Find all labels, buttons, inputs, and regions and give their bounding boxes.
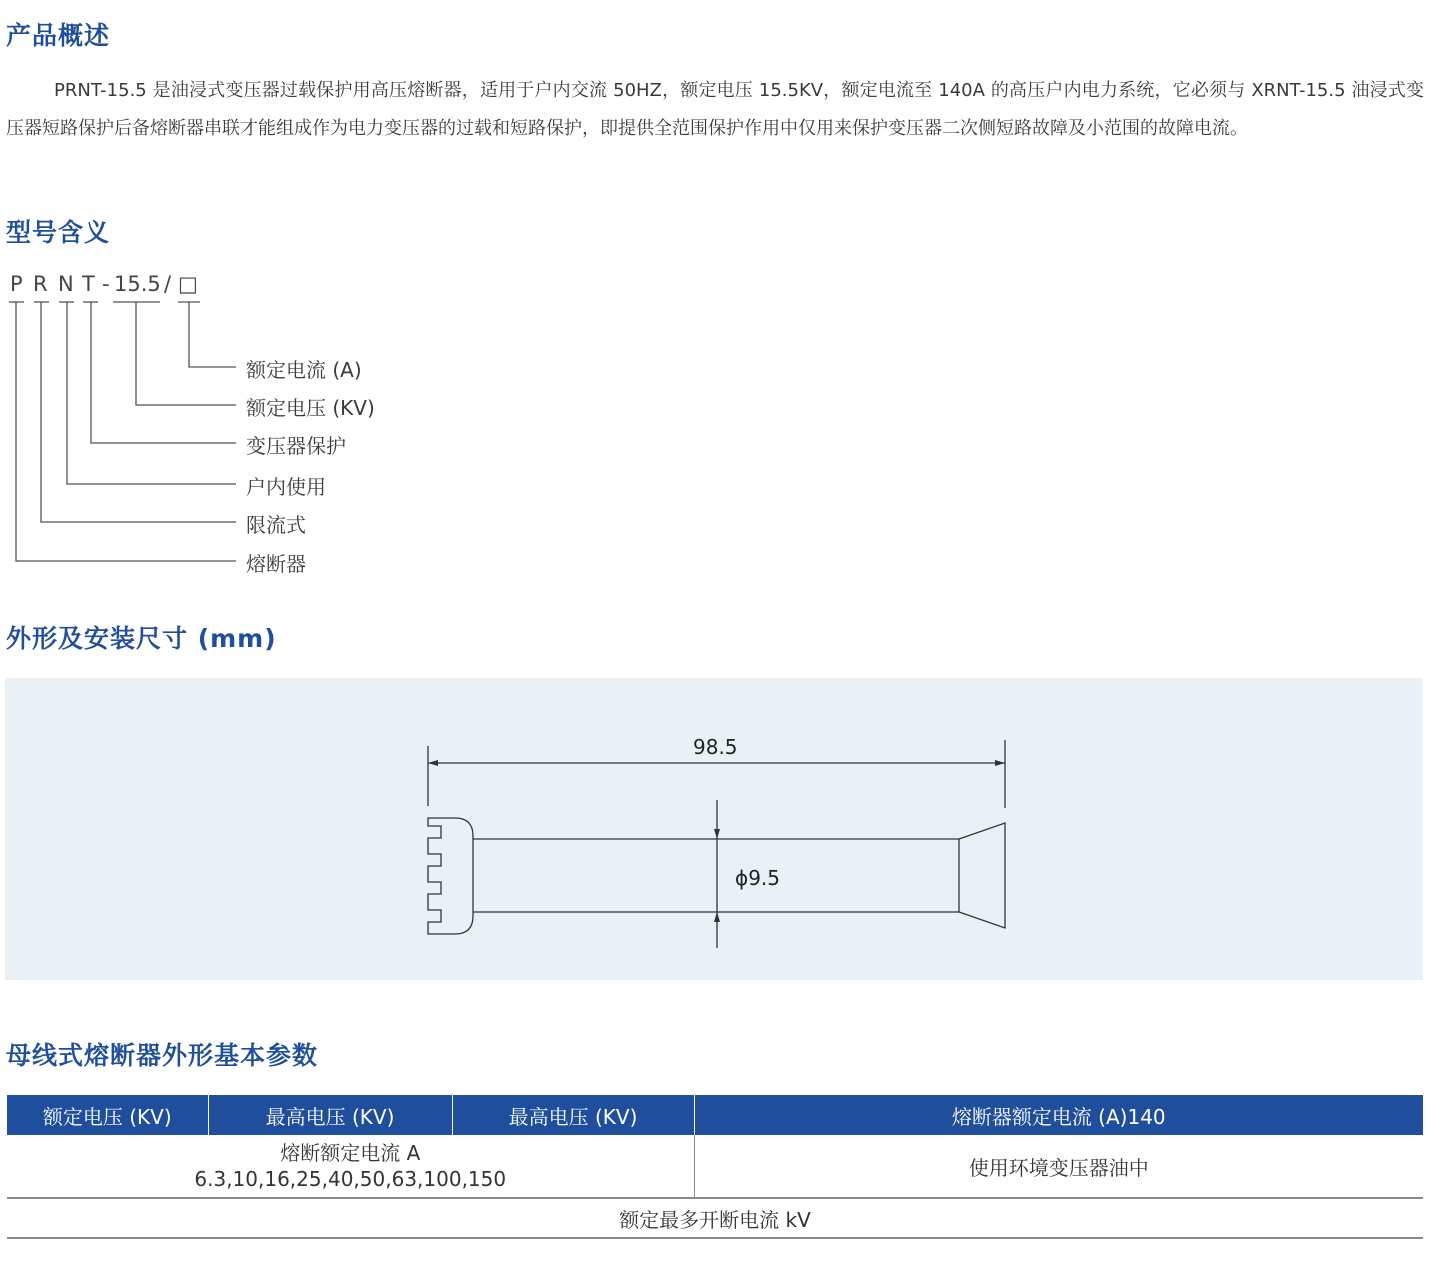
legend-rated-voltage: 额定电压 (KV) [246,396,375,420]
overview-text: PRNT-15.5 是油浸式变压器过载保护用高压熔断器，适用于户内交流 50HZ，额定电压 15.5KV，额定电流至 140A 的高压户内电力系统，它必须与 XRNT-15.5 油浸式变压器短路保护后备熔断器串联才能组成作为电力变压器的过载和短路保护，即提供全范围保护作用中仅用来保护变压器二次侧短路故障及小范围的故障电流。 [6,80,1424,139]
diameter-dimension-label: ϕ9.5 [735,866,780,890]
code-char-p: P [10,272,23,296]
overview-title: 产品概述 [6,21,111,50]
melt-current-values: 6.3,10,16,25,40,50,63,100,150 [194,1167,507,1191]
params-table [7,1095,1423,1239]
length-dimension-label: 98.5 [693,735,738,759]
code-char-r: R [33,272,48,296]
code-char-dash: - [102,272,110,296]
legend-fuse: 熔断器 [246,552,306,576]
cell-breaking-current: 额定最多开断电流 kV [7,1198,1423,1238]
code-voltage: 15.5 [114,272,161,296]
header-fuse-rated-current: 熔断器额定电流 (A)140 [694,1095,1423,1135]
dimensions-title: 外形及安装尺寸 (mm) [6,624,277,653]
code-char-n: N [58,272,74,296]
legend-indoor-use: 户内使用 [246,475,326,499]
code-slash: / [164,272,172,296]
code-char-t: T [82,272,95,296]
model-leader-lines [0,290,260,580]
code-current-box: □ [178,272,198,296]
dimension-drawing [5,678,1423,980]
model-title: 型号含义 [6,218,111,247]
table-row [7,1198,1423,1238]
header-max-voltage-2: 最高电压 (KV) [452,1095,694,1135]
params-header-row [7,1095,1423,1135]
legend-rated-current: 额定电流 (A) [246,358,362,382]
cell-environment: 使用环境变压器油中 [694,1135,1423,1198]
cell-melt-current [7,1135,694,1198]
params-title: 母线式熔断器外形基本参数 [6,1041,319,1070]
melt-current-label: 熔断额定电流 A [280,1141,421,1165]
fuse-outline-drawing [5,678,1423,980]
legend-transformer-protection: 变压器保护 [246,434,346,458]
table-row [7,1135,1423,1198]
header-rated-voltage: 额定电压 (KV) [7,1095,208,1135]
header-max-voltage-1: 最高电压 (KV) [208,1095,452,1135]
legend-current-limiting: 限流式 [246,513,306,537]
